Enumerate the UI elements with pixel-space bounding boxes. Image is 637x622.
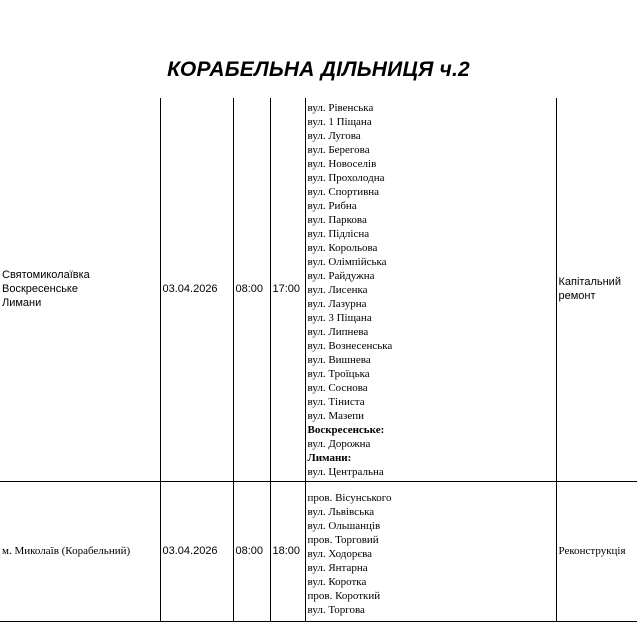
street-item: пров. Короткий: [307, 589, 381, 602]
street-item: вул. Лазурна: [307, 297, 367, 310]
reason-line: Реконструкція: [558, 545, 626, 557]
table-row: [0, 98, 637, 481]
street-item: вул. Лисенка: [307, 283, 368, 296]
reason-cell: [556, 98, 637, 481]
end-time-cell: 17:00: [270, 98, 305, 481]
streets-cell: [305, 98, 556, 481]
street-item: вул. Райдужна: [307, 269, 375, 282]
street-item: вул. Троїцька: [307, 367, 370, 380]
street-item: вул. Липнева: [307, 325, 369, 338]
reason-cell: [556, 481, 637, 621]
street-item: вул. Львівська: [307, 505, 375, 518]
group-heading-voskresenske: Воскресенське:: [307, 423, 385, 436]
start-time-cell: 08:00: [233, 481, 270, 621]
street-item: вул. Новоселів: [307, 157, 377, 170]
reason-line: ремонт: [558, 290, 596, 303]
reason-line: Капітальний: [558, 276, 621, 289]
street-item: вул. Ходорєва: [307, 547, 373, 560]
location-line: Лимани: [2, 297, 42, 310]
page-title: КОРАБЕЛЬНА ДІЛЬНИЦЯ ч.2: [167, 58, 470, 81]
street-item: пров. Торговий: [307, 533, 379, 546]
location-line: Воскресенське: [2, 283, 78, 296]
date-cell: 03.04.2026: [160, 98, 233, 481]
table-row: [0, 481, 637, 621]
start-time-cell: 08:00: [233, 98, 270, 481]
street-item: вул. Берегова: [307, 143, 370, 156]
street-item: вул. Лугова: [307, 129, 361, 142]
street-item: вул. 1 Піщана: [307, 115, 372, 128]
location-line: м. Миколаїв (Корабельний): [2, 545, 131, 557]
street-item: вул. Соснова: [307, 381, 368, 394]
street-item: вул. Паркова: [307, 213, 367, 226]
end-time-cell: 18:00: [270, 481, 305, 621]
street-item: вул. Підлісна: [307, 227, 370, 240]
location-cell: [0, 98, 160, 481]
street-item: вул. Вишнева: [307, 353, 371, 366]
street-item: вул. Вознесенська: [307, 339, 393, 352]
schedule-table: [0, 98, 637, 622]
street-item: вул. Тіниста: [307, 395, 365, 408]
street-item: пров. Вісунського: [307, 491, 392, 504]
street-item: вул. Рибна: [307, 199, 357, 212]
street-item: вул. Торгова: [307, 603, 365, 616]
street-item: вул. Рівенська: [307, 101, 374, 114]
date-cell: 03.04.2026: [160, 481, 233, 621]
street-item: вул. Олімпійська: [307, 255, 387, 268]
location-cell: [0, 481, 160, 621]
street-item: вул. Корольова: [307, 241, 378, 254]
street-item: вул. 3 Піщана: [307, 311, 372, 324]
streets-cell: [305, 481, 556, 621]
street-item: вул. Спортивна: [307, 185, 380, 198]
street-item: вул. Дорожна: [307, 437, 371, 450]
location-line: Святомиколаївка: [2, 269, 90, 282]
street-item: вул. Центральна: [307, 465, 384, 478]
group-heading-lymany: Лимани:: [307, 451, 352, 464]
street-item: вул. Прохолодна: [307, 171, 385, 184]
street-item: вул. Коротка: [307, 575, 367, 588]
street-item: вул. Янтарна: [307, 561, 368, 574]
street-item: вул. Мазепи: [307, 409, 364, 422]
street-item: вул. Ольшанців: [307, 519, 381, 532]
